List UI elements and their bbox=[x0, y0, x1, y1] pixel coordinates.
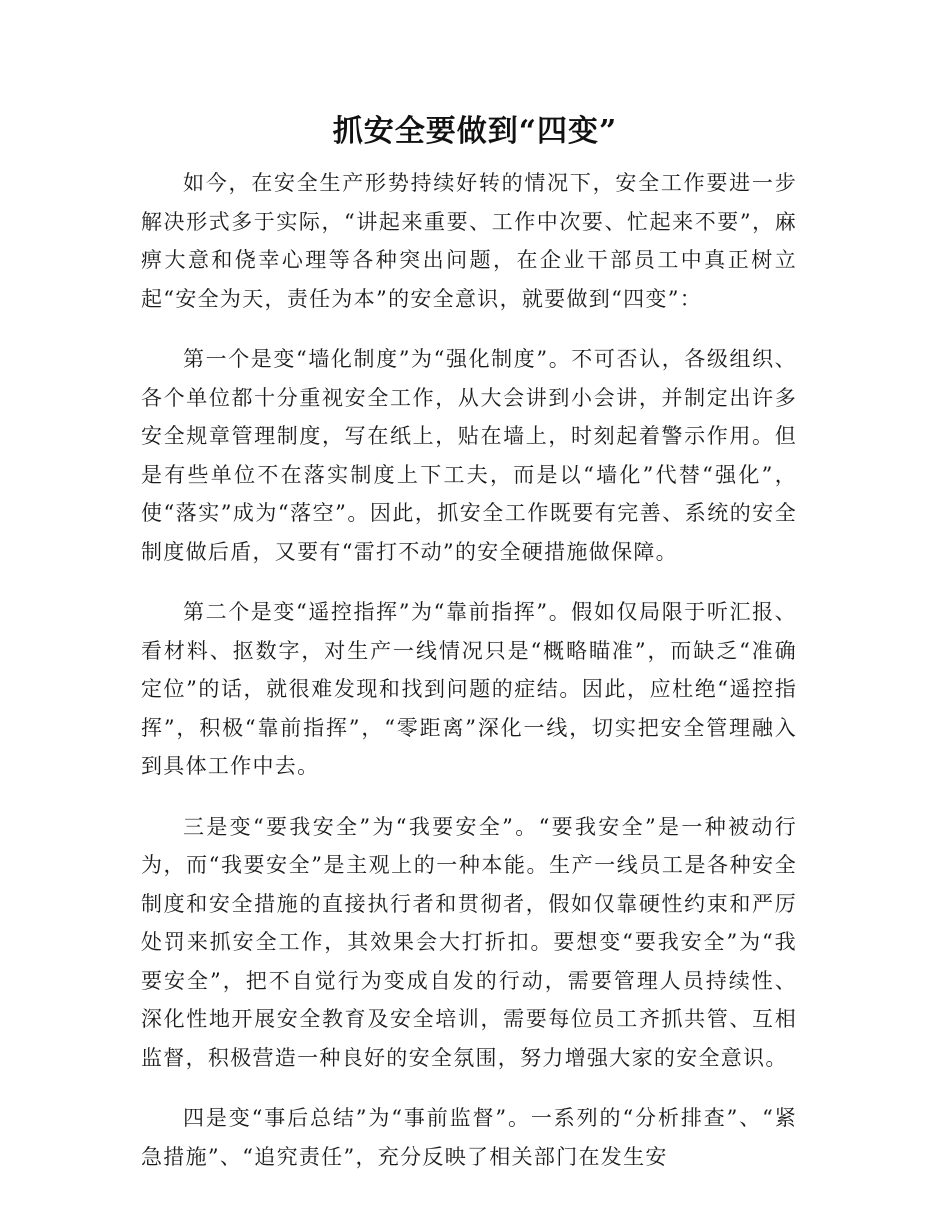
paragraph-second-change: 第二个是变“遥控指挥”为“靠前指挥”。假如仅局限于听汇报、看材料、抠数字，对生产一线情况只是“概略瞄准”，而缺乏“准确定位”的话，就很难发现和找到问题的症结。因此，应杜绝“遥控指挥”，积极“靠前指挥”，“零距离”深化一线，切实把安全管理融入到具体工作中去。 bbox=[141, 600, 797, 778]
document-title: 抓安全要做到“四变” bbox=[332, 114, 618, 149]
paragraph-third-change: 三是变“要我安全”为“我要安全”。“要我安全”是一种被动行为，而“我要安全”是主观上的一种本能。生产一线员工是各种安全制度和安全措施的直接执行者和贯彻者，假如仅靠硬性约束和严厉处罚来抓安全工作，其效果会大打折扣。要想变“要我安全”为“我要安全”，把不自觉行为变成自发的行动，需要管理人员持续性、深化性地开展安全教育及安全培训，需要每位员工齐抓共管、互相监督，积极营造一种良好的安全氛围，努力增强大家的安全意识。 bbox=[141, 814, 797, 1070]
document-body bbox=[141, 164, 797, 1176]
paragraph-first-change: 第一个是变“墙化制度”为“强化制度”。不可否认，各级组织、各个单位都十分重视安全工作，从大会讲到小会讲，并制定出许多安全规章管理制度，写在纸上，贴在墙上，时刻起着警示作用。但是有些单位不在落实制度上下工夫，而是以“墙化”代替“强化”，使“落实”成为“落空”。因此，抓安全工作既要有完善、系统的安全制度做后盾，又要有“雷打不动”的安全硬措施做保障。 bbox=[141, 347, 797, 564]
paragraph-intro: 如今，在安全生产形势持续好转的情况下，安全工作要进一步解决形式多于实际，“讲起来重要、工作中次要、忙起来不要”，麻痹大意和侥幸心理等各种突出问题，在企业干部员工中真正树立起“安全为天，责任为本”的安全意识，就要做到“四变”： bbox=[141, 171, 797, 311]
paragraph-fourth-change: 四是变“事后总结”为“事前监督”。一系列的“分析排查”、“紧急措施”、“追究责任”，充分反映了相关部门在发生安 bbox=[141, 1106, 797, 1169]
